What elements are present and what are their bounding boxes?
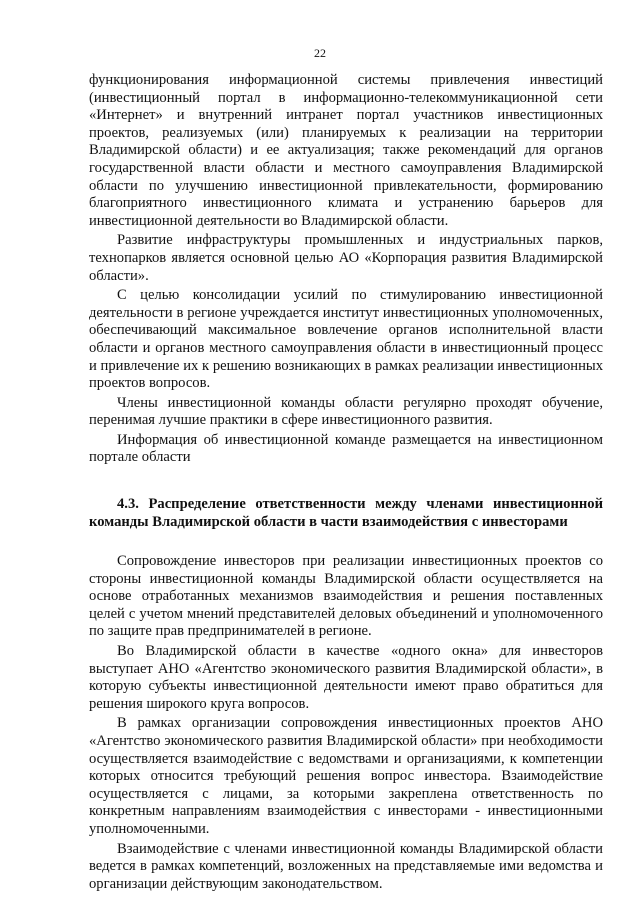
page-number: 22 xyxy=(314,46,326,60)
paragraph: Члены инвестиционной команды области регулярно проходят обучение, перенимая лучшие практики в сфере инвестиционного развития. xyxy=(89,394,603,429)
paragraph: Информация об инвестиционной команде размещается на инвестиционном портале области xyxy=(89,431,603,466)
paragraph: В рамках организации сопровождения инвестиционных проектов АНО «Агентство экономического развития Владимирской области» при необходимости осуществляется взаимодействие с ведомствами и организациями, к компетенции которых относится требующий решения вопрос инвестора. Взаимодействие осуществляется с лицами, за которыми закреплена ответственность по конкретным направлениям взаимодействия с инвесторами - инвестиционными уполномоченными. xyxy=(89,715,603,837)
paragraph: функционирования информационной системы привлечения инвестиций (инвестиционный портал в информационно-телекоммуникационной сети «Интернет» и внутренний интранет портал участников инвестиционных проектов, реализуемых (или) планируемых к реализации на территории Владимирской области) и ее актуализация; также рекомендаций для органов государственной власти области и местного самоуправления Владимирской области по улучшению инвестиционной привлекательности, формированию благоприятного инвестиционного климата и устранению барьеров для инвестиционной деятельности во Владимирской области. xyxy=(89,72,603,229)
paragraph: Сопровождение инвесторов при реализации инвестиционных проектов со стороны инвестиционной команды Владимирской области осуществляется на основе отработанных механизмов взаимодействия и решения поставленных целей с учетом мнений представителей деловых объединений и уполномоченного по защите прав предпринимателей в регионе. xyxy=(89,553,603,640)
body-text xyxy=(89,72,603,893)
section-heading: 4.3. Распределение ответственности между членами инвестиционной команды Владимирской области в части взаимодействия с инвесторами xyxy=(89,496,603,531)
paragraph: С целью консолидации усилий по стимулированию инвестиционной деятельности в регионе учреждается институт инвестиционных уполномоченных, обеспечивающий максимальное вовлечение органов исполнительной власти области и органов местного самоуправления области в инвестиционный процесс и привлечение их к решению возникающих в рамках реализации инвестиционных проектов вопросов. xyxy=(89,287,603,392)
paragraph: Взаимодействие с членами инвестиционной команды Владимирской области ведется в рамках компетенций, возложенных на представляемые ими ведомства и организации действующим законодательством. xyxy=(89,840,603,892)
paragraph: Во Владимирской области в качестве «одного окна» для инвесторов выступает АНО «Агентство экономического развития Владимирской области», в которую субъекты инвестиционной деятельности имеют право обратиться для решения широкого круга вопросов. xyxy=(89,643,603,712)
paragraph: Развитие инфраструктуры промышленных и индустриальных парков, технопарков является основной целью АО «Корпорация развития Владимирской области». xyxy=(89,232,603,284)
